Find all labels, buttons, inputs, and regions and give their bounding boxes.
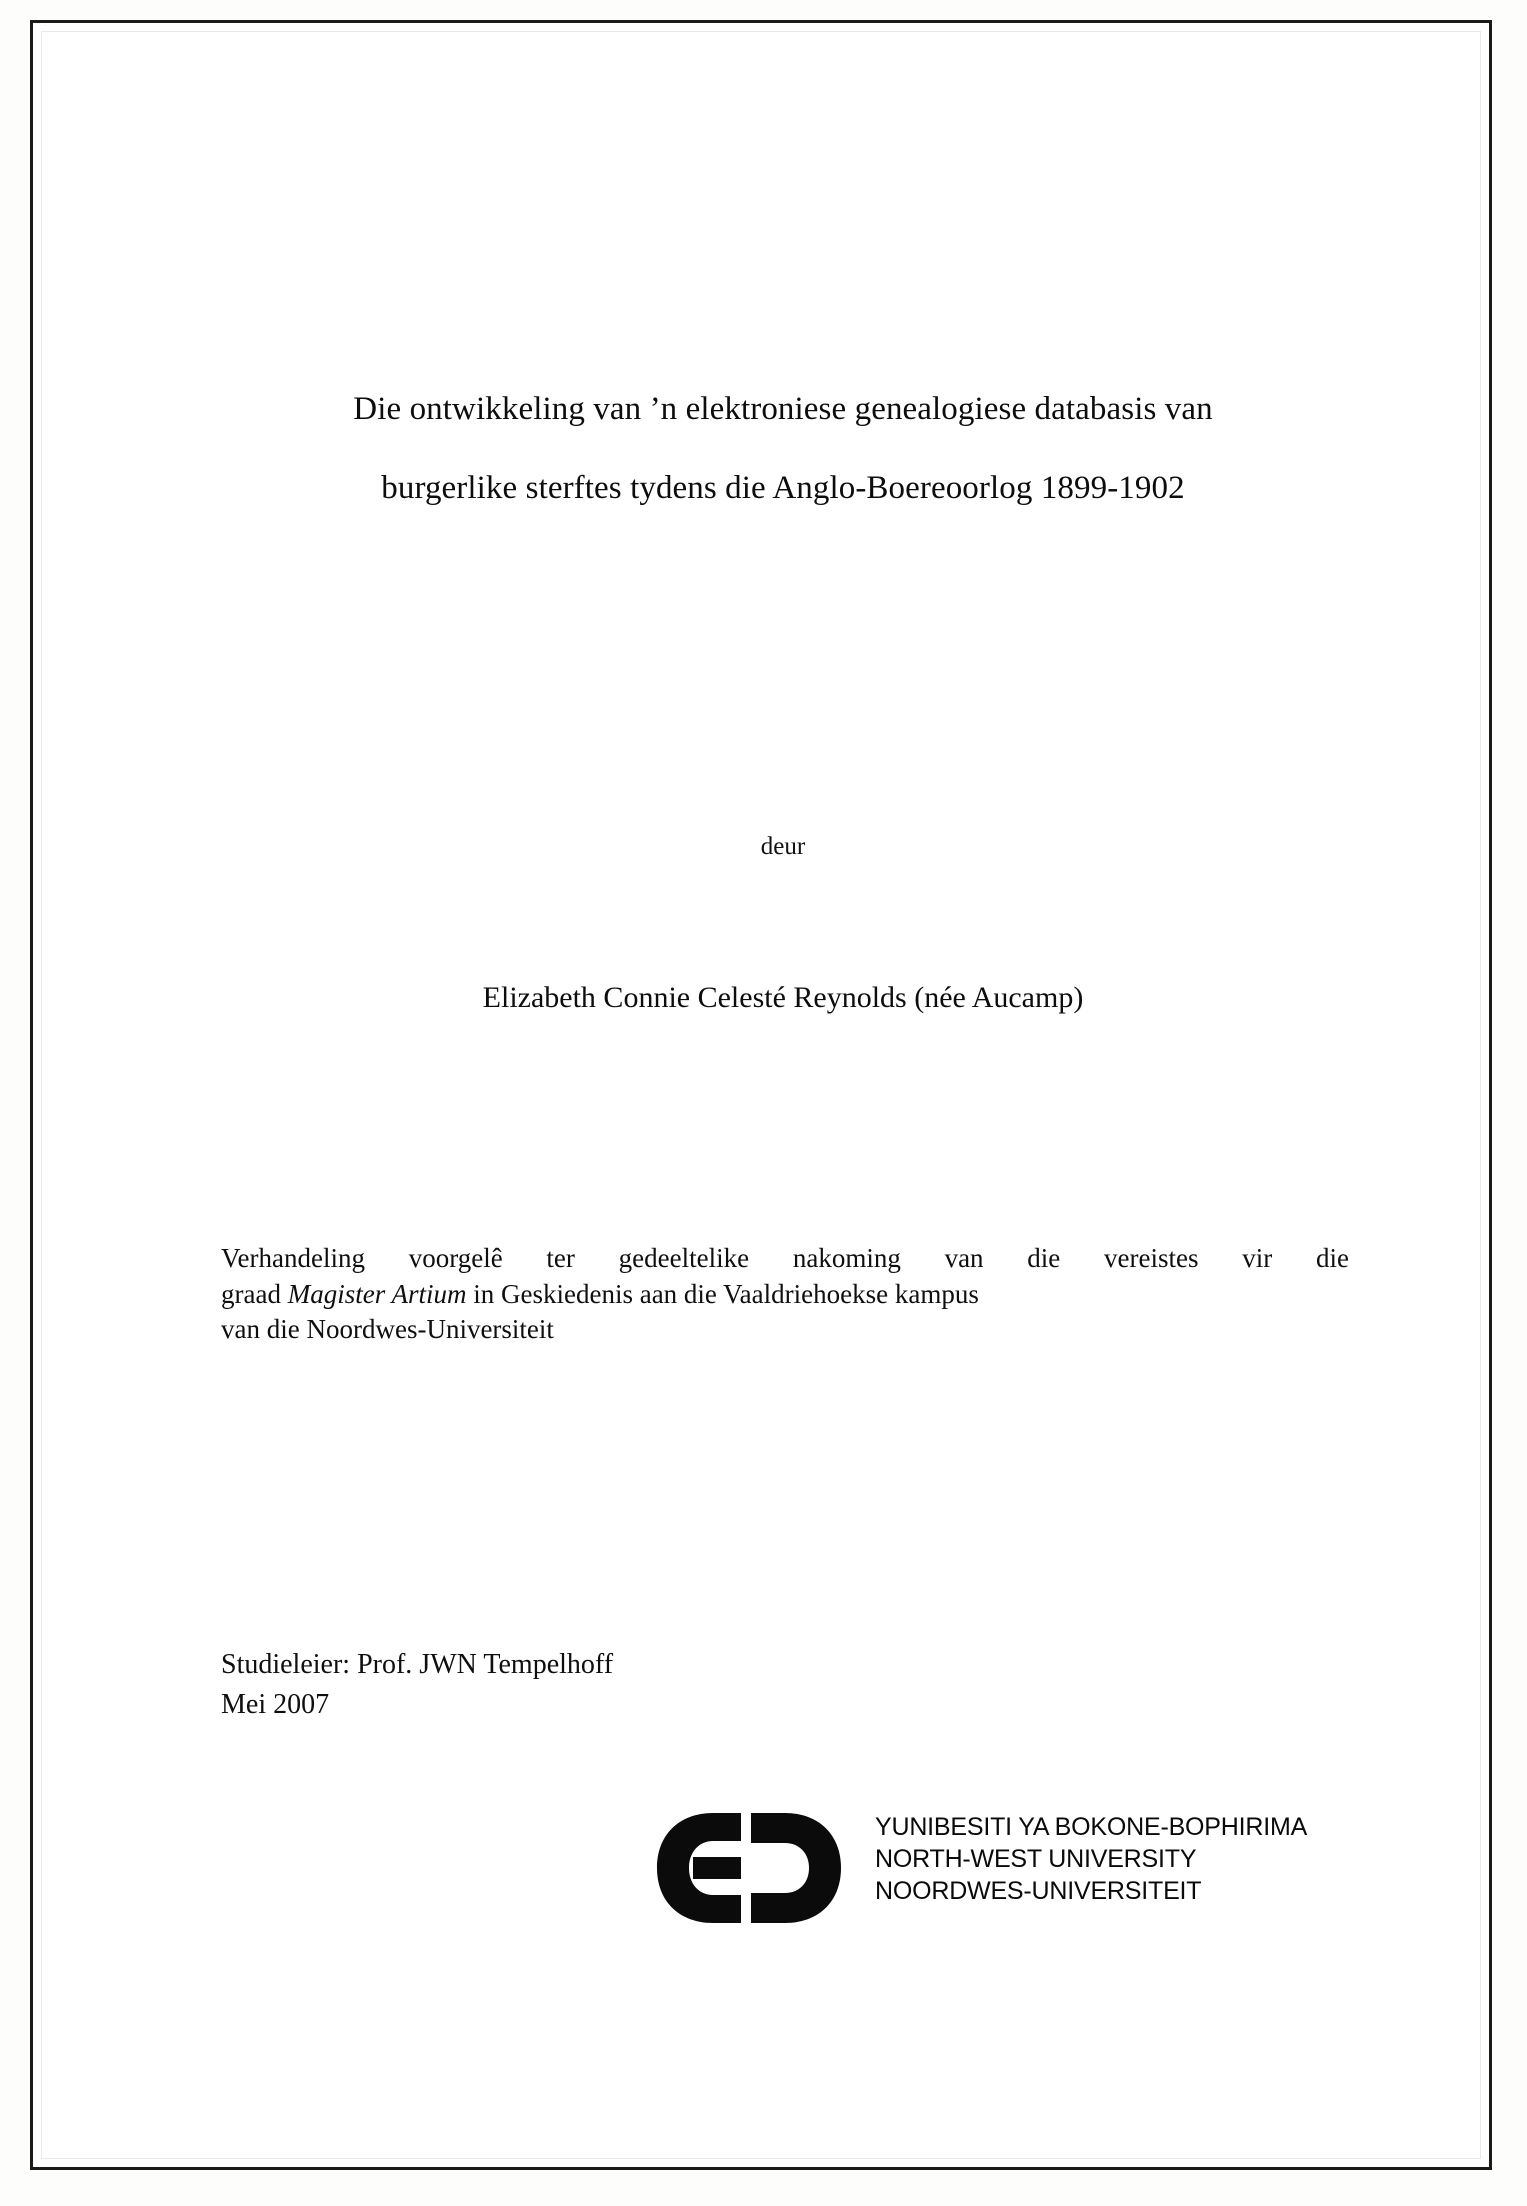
statement-line-2: [221, 1277, 1349, 1313]
by-label: deur: [760, 833, 806, 860]
statement-line-2-before: graad: [221, 1278, 288, 1309]
title-line-2: burgerlike sterftes tydens die Anglo-Boereoorlog 1899-1902: [381, 470, 1185, 506]
date-line: [221, 1685, 329, 1725]
title-line-1: Die ontwikkeling van ’n elektroniese genealogiese databasis van: [353, 391, 1213, 427]
logo-text-line-2: NORTH-WEST UNIVERSITY: [875, 1845, 1197, 1873]
degree-name: Magister Artium: [287, 1278, 467, 1309]
degree-statement: [221, 1241, 1349, 1348]
logo-text-line-1: YUNIBESITI YA BOKONE-BOPHIRIMA: [875, 1813, 1308, 1841]
scan-border: [30, 20, 1492, 2170]
statement-line-3: van die Noordwes-Universiteit: [221, 1314, 554, 1345]
logo-text-block: [875, 1811, 1307, 1907]
statement-line-1: Verhandeling voorgelê ter gedeeltelike nakoming van die vereistes vir die: [221, 1243, 1349, 1273]
logo-text-line-3: NOORDWES-UNIVERSITEIT: [875, 1877, 1202, 1905]
date-text: Mei 2007: [221, 1688, 330, 1720]
page-title: [213, 393, 1353, 505]
author-name: Elizabeth Connie Celesté Reynolds (née Aucamp): [482, 981, 1084, 1014]
supervisor-line: Studieleier: Prof. JWN Tempelhoff: [221, 1649, 614, 1680]
statement-line-2-after: in Geskiedenis aan die Vaaldriehoekse kampus: [466, 1278, 979, 1309]
title-page-content: [193, 23, 1373, 2167]
nwu-logo-icon: [653, 1809, 858, 1927]
university-logo: [493, 1805, 1313, 1935]
supervisor-block: [221, 1645, 1221, 1725]
